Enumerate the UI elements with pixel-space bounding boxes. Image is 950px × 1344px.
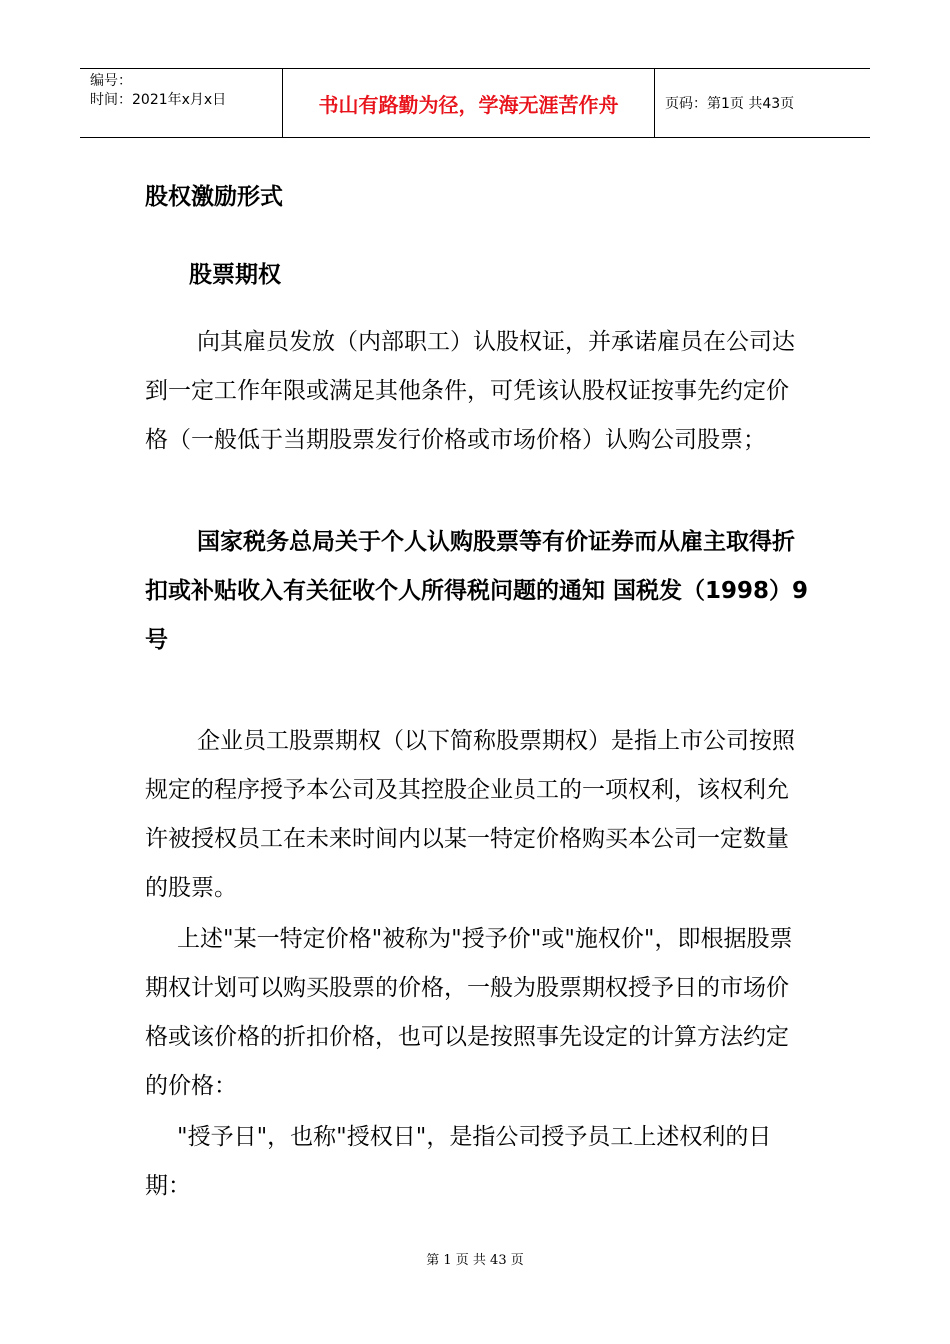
header-time-label: 时间：2021年x月x日 xyxy=(90,92,227,108)
paragraph-notice-title: 国家税务总局关于个人认购股票等有价证券而从雇主取得折扣或补贴收入有关征收个人所得税问题的通知 国税发（1998）9号 xyxy=(145,529,809,653)
header-number-label: 编号： xyxy=(90,73,132,89)
paragraph-stock-option: 企业员工股票期权（以下简称股票期权）是指上市公司按照规定的程序授予本公司及其控股企业员工的一项权利，该权利允许被授权员工在未来时间内以某一特定价格购买本公司一定数量的股票。 xyxy=(145,728,795,901)
page-footer: 第 1 页 共 43 页 xyxy=(426,1253,524,1268)
header-left-cell xyxy=(80,69,282,137)
paragraph-grant-price: 上述"某一特定价格"被称为"授予价"或"施权价"，即根据股票期权计划可以购买股票的价格，一般为股票期权授予日的市场价格或该价格的折扣价格，也可以是按照事先设定的计算方法约定的价格： xyxy=(145,926,793,1099)
paragraph-grant-date: "授予日"，也称"授权日"，是指公司授予员工上述权利的日期： xyxy=(145,1124,772,1199)
document-title: 股权激励形式 xyxy=(145,184,283,210)
header-motto: 书山有路勤为径，学海无涯苦作舟 xyxy=(282,69,655,137)
document-header xyxy=(80,68,870,138)
section-heading: 股票期权 xyxy=(189,262,281,288)
header-page-info: 页码：第1页 共43页 xyxy=(665,96,795,112)
paragraph-definition: 向其雇员发放（内部职工）认股权证，并承诺雇员在公司达到一定工作年限或满足其他条件，可凭该认股权证按事先约定价格（一般低于当期股票发行价格或市场价格）认购公司股票； xyxy=(145,329,795,453)
